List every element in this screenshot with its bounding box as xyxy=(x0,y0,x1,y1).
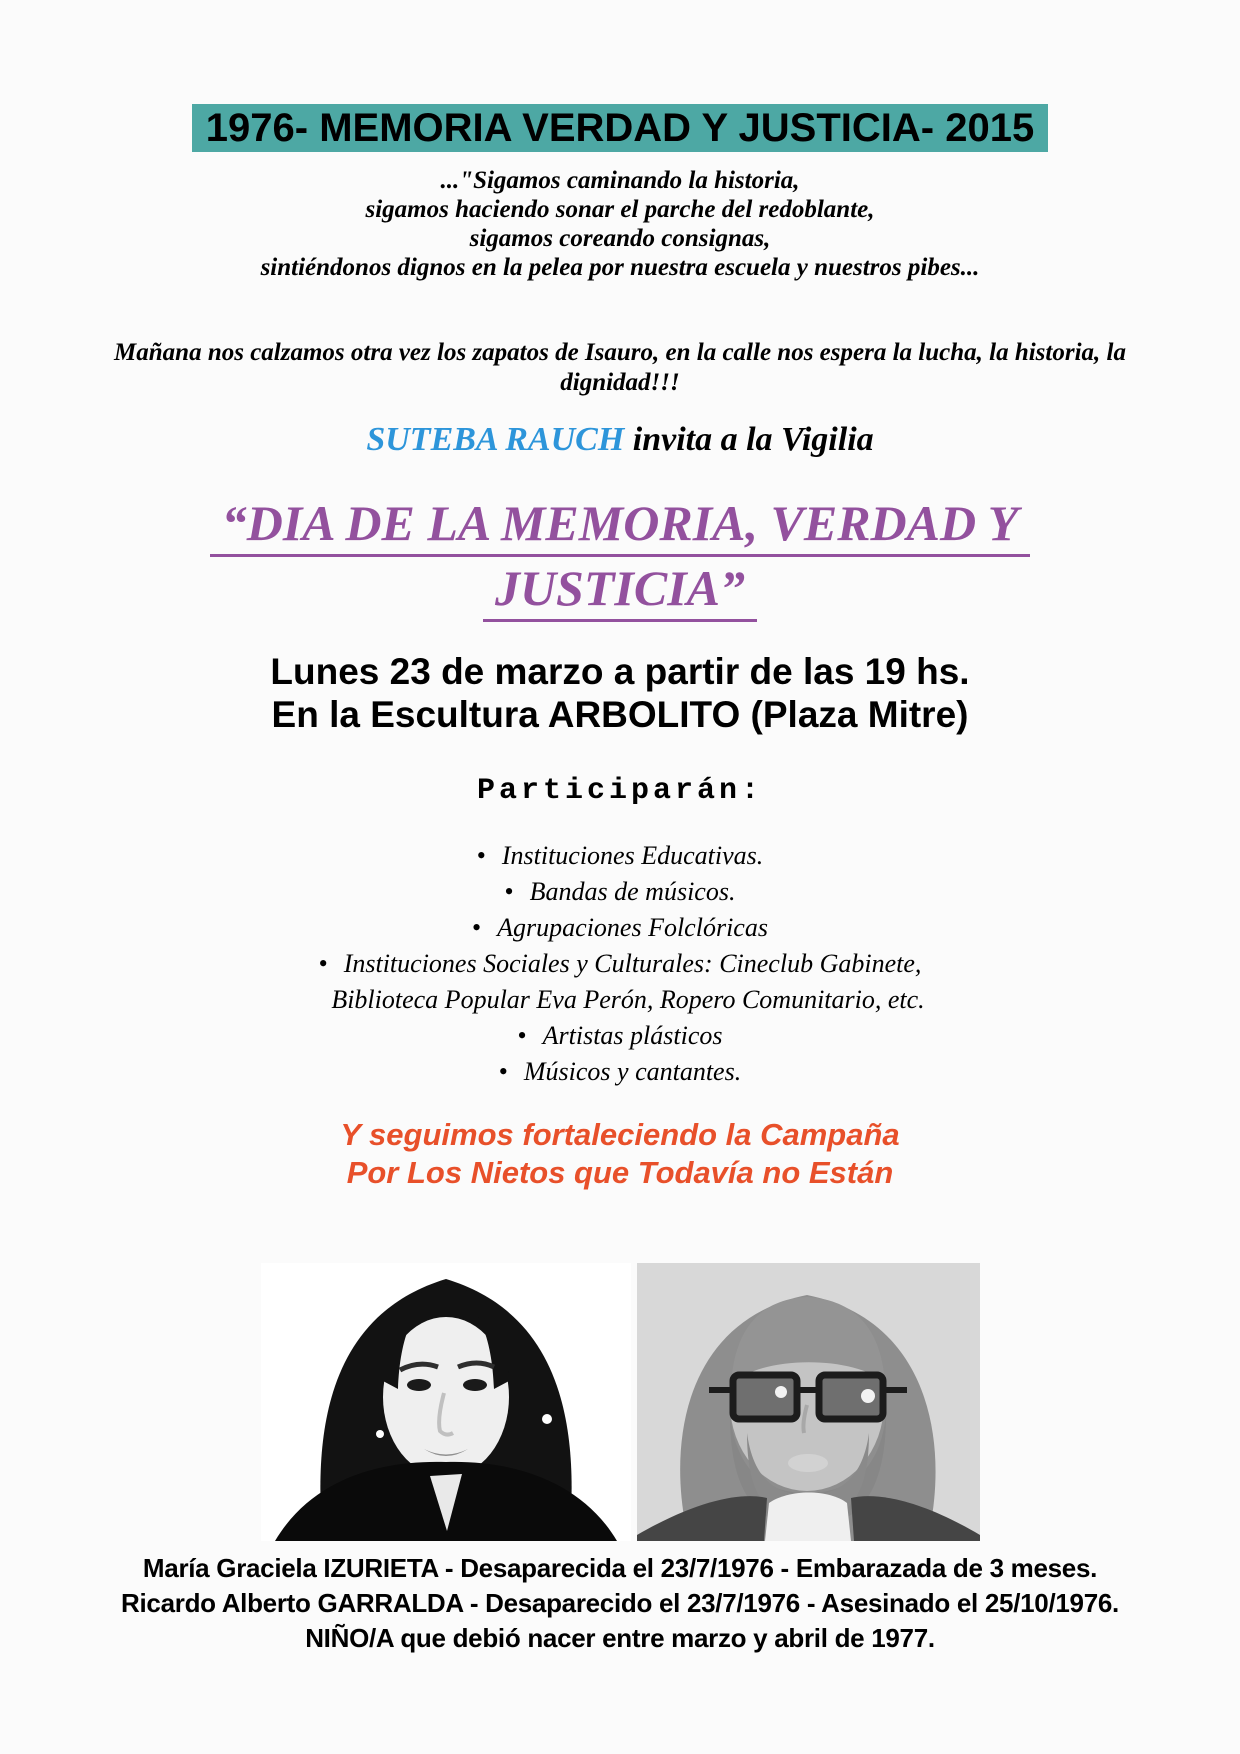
participants-list xyxy=(0,838,1240,1090)
event-title xyxy=(0,492,1240,622)
quote-line: sigamos coreando consignas, xyxy=(469,225,771,252)
photo-ricardo-alberto-garralda xyxy=(637,1263,980,1541)
bullet-icon: • xyxy=(318,949,328,978)
photo-maria-graciela-izurieta xyxy=(261,1263,631,1541)
event-details xyxy=(0,650,1240,736)
campaign-line: Y seguimos fortaleciendo la Campaña xyxy=(340,1117,900,1152)
list-item: • Agrupaciones Folclóricas xyxy=(472,913,768,942)
event-title-line: “DIA DE LA MEMORIA, VERDAD Y xyxy=(210,494,1031,557)
caption-izurieta: María Graciela IZURIETA - Desaparecida el 23/7/1976 - Embarazada de 3 meses. xyxy=(142,1553,1098,1583)
event-location: En la Escultura ARBOLITO (Plaza Mitre) xyxy=(271,694,969,735)
list-item: • Instituciones Sociales y Culturales: Cineclub Gabinete, xyxy=(318,949,922,978)
opening-quote xyxy=(0,166,1240,282)
bullet-icon: • xyxy=(498,1057,508,1086)
invitation-text: invita a la Vigilia xyxy=(624,421,874,458)
photo-captions xyxy=(0,1551,1240,1656)
list-item-continuation: Biblioteca Popular Eva Perón, Ropero Comunitario, etc. xyxy=(331,985,925,1014)
bullet-icon: • xyxy=(476,841,486,870)
event-datetime: Lunes 23 de marzo a partir de las 19 hs. xyxy=(270,651,970,692)
participants-heading: Participarán: xyxy=(476,774,764,808)
list-item: • Músicos y cantantes. xyxy=(498,1057,742,1086)
campaign-text xyxy=(0,1116,1240,1192)
page-title: 1976- MEMORIA VERDAD Y JUSTICIA- 2015 xyxy=(192,104,1048,152)
bullet-icon: • xyxy=(517,1021,527,1050)
quote-line: sintiéndonos dignos en la pelea por nuestra escuela y nuestros pibes... xyxy=(260,254,980,281)
invitation-line xyxy=(0,418,1240,462)
bullet-icon: • xyxy=(504,877,514,906)
quote-continuation xyxy=(0,338,1240,398)
title-bar-row xyxy=(0,104,1240,152)
quote-line: sigamos haciendo sonar el parche del redoblante, xyxy=(365,196,875,223)
list-item: • Instituciones Educativas. xyxy=(476,841,764,870)
caption-nino: NIÑO/A que debió nacer entre marzo y abril de 1977. xyxy=(305,1623,935,1653)
event-title-line: JUSTICIA” xyxy=(483,559,757,622)
organization-name: SUTEBA RAUCH xyxy=(366,421,625,458)
list-item: • Bandas de músicos. xyxy=(504,877,736,906)
bullet-icon: • xyxy=(472,913,482,942)
list-item: • Artistas plásticos xyxy=(517,1021,723,1050)
quote-line: Mañana nos calzamos otra vez los zapatos de Isauro, en la calle nos espera la lucha, la historia, la xyxy=(114,339,1126,366)
caption-garralda: Ricardo Alberto GARRALDA - Desaparecido el 23/7/1976 - Asesinado el 25/10/1976. xyxy=(121,1588,1119,1618)
campaign-line: Por Los Nietos que Todavía no Están xyxy=(346,1155,894,1190)
photos-row xyxy=(0,1263,1240,1541)
quote-line: dignidad!!! xyxy=(560,369,680,396)
quote-line: ..."Sigamos caminando la historia, xyxy=(440,167,800,194)
